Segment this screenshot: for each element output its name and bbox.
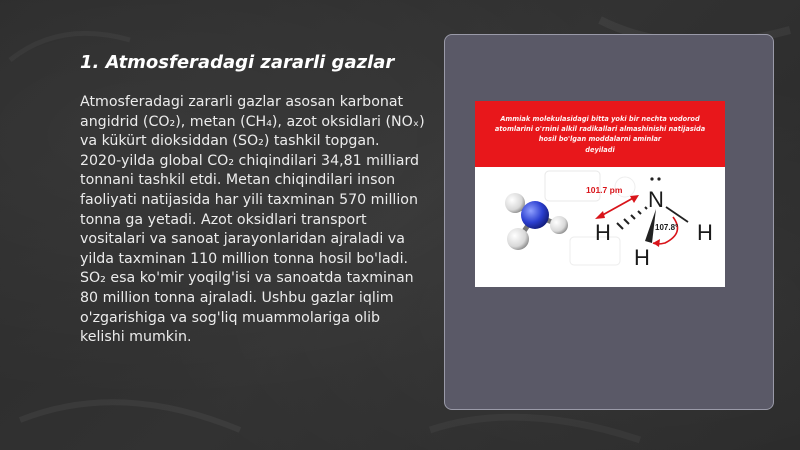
ammonia-diagram — [475, 167, 725, 287]
bond-length-arrow — [586, 185, 639, 219]
figure-banner — [475, 101, 725, 167]
bond-angle-label: 107.8° — [655, 223, 679, 232]
banner-line: atomlarini o'rnini alkil radikallari almashinishi natijasida — [494, 125, 706, 134]
hydrogen-atom — [507, 228, 529, 250]
hydrogen-atom — [550, 216, 568, 234]
banner-line: deyiladi — [585, 145, 615, 154]
atom-h-right-label: H — [697, 220, 713, 245]
ball-stick-model — [505, 193, 568, 250]
bond-length-label: 101.7 pm — [586, 185, 623, 195]
amine-figure — [475, 101, 725, 287]
banner-line: Ammiak molekulasidagi bitta yoki bir nechta vodorod — [500, 115, 700, 123]
atom-h-left-label: H — [595, 220, 611, 245]
atom-n-label: N — [648, 187, 664, 212]
atom-h-bottom-label: H — [634, 245, 650, 270]
nitrogen-atom — [521, 201, 549, 229]
slide-title: 1. Atmosferadagi zararli gazlar — [80, 52, 395, 73]
bond-angle-arc — [653, 217, 678, 247]
slide-paragraph: Atmosferadagi zararli gazlar asosan karbonat angidrid (CO₂), metan (CH₄), azot oksidlari (NOₓ) va kükürt dioksiddan (SO₂) tashkil topgan. 2020-yilda global CO₂ chiqindilari 34,81 milliard tonnani tashkil etdi. Metan chiqindilari inson faoliyati natijasida har yili taxminan 570 million tonna ga yetadi. Azot oksidlari transport vositalari va sanoat jarayonlaridan ajraladi va yilda taxminan 110 million tonna hosil bo'ladi. SO₂ esa ko'mir yoqilg'isi va sanoatda taxminan 80 million tonna ajraladi. Ushbu gazlar iqlim o'zgarishiga va sog'liq muammolariga olib kelishi mumkin. — [80, 94, 425, 346]
banner-line: hosil bo'lgan moddalarni aminlar — [538, 135, 662, 144]
